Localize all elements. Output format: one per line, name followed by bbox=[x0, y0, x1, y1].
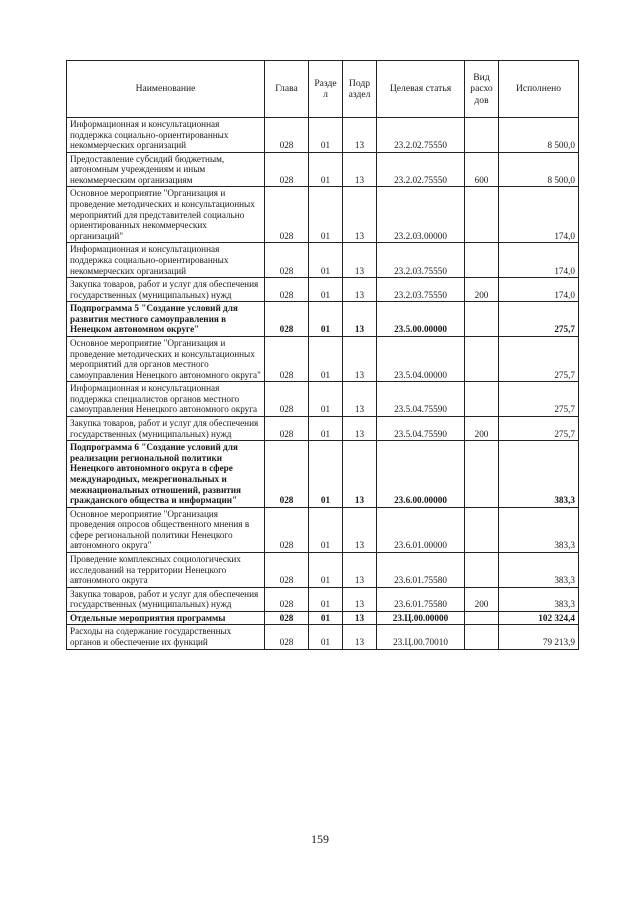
table-row bbox=[67, 507, 579, 552]
cell-section: 01 bbox=[309, 278, 343, 302]
cell-target-article: 23.Ц.00.00000 bbox=[377, 611, 465, 625]
cell-chapter: 028 bbox=[265, 507, 309, 552]
cell-name: Предоставление субсидий бюджетным, автономным учреждениям и иным некоммерческим организациям bbox=[67, 152, 265, 187]
cell-subsection: 13 bbox=[343, 336, 377, 381]
table-header-row bbox=[67, 61, 579, 118]
cell-expense-type: 200 bbox=[465, 417, 499, 441]
cell-expense-type bbox=[465, 302, 499, 337]
cell-name: Подпрограмма 5 "Создание условий для развития местного самоуправления в Ненецком автономном округе" bbox=[67, 302, 265, 337]
cell-target-article: 23.6.01.75580 bbox=[377, 587, 465, 611]
cell-subsection: 13 bbox=[343, 507, 377, 552]
cell-name: Отдельные мероприятия программы bbox=[67, 611, 265, 625]
cell-target-article: 23.2.03.00000 bbox=[377, 187, 465, 243]
cell-section: 01 bbox=[309, 152, 343, 187]
cell-chapter: 028 bbox=[265, 152, 309, 187]
cell-expense-type bbox=[465, 441, 499, 507]
cell-target-article: 23.6.00.00000 bbox=[377, 441, 465, 507]
document-page bbox=[66, 60, 578, 650]
table-row bbox=[67, 243, 579, 278]
cell-section: 01 bbox=[309, 382, 343, 417]
cell-name: Закупка товаров, работ и услуг для обеспечения государственных (муниципальных) нужд bbox=[67, 278, 265, 302]
cell-executed: 383,3 bbox=[499, 507, 579, 552]
cell-name: Информационная и консультационная поддержка специалистов органов местного самоуправления Ненецкого автономного округа bbox=[67, 382, 265, 417]
cell-chapter: 028 bbox=[265, 625, 309, 649]
cell-name: Закупка товаров, работ и услуг для обеспечения государственных (муниципальных) нужд bbox=[67, 417, 265, 441]
cell-executed: 8 500,0 bbox=[499, 152, 579, 187]
cell-expense-type bbox=[465, 243, 499, 278]
cell-subsection: 13 bbox=[343, 118, 377, 153]
cell-section: 01 bbox=[309, 625, 343, 649]
cell-subsection: 13 bbox=[343, 152, 377, 187]
cell-subsection: 13 bbox=[343, 243, 377, 278]
cell-subsection: 13 bbox=[343, 552, 377, 587]
cell-expense-type: 200 bbox=[465, 587, 499, 611]
cell-chapter: 028 bbox=[265, 382, 309, 417]
cell-target-article: 23.6.01.75580 bbox=[377, 552, 465, 587]
cell-subsection: 13 bbox=[343, 417, 377, 441]
table-row bbox=[67, 611, 579, 625]
cell-expense-type bbox=[465, 187, 499, 243]
cell-executed: 383,3 bbox=[499, 552, 579, 587]
table-body bbox=[67, 118, 579, 650]
cell-expense-type bbox=[465, 552, 499, 587]
cell-target-article: 23.5.04.75590 bbox=[377, 382, 465, 417]
cell-executed: 275,7 bbox=[499, 382, 579, 417]
table-row bbox=[67, 302, 579, 337]
cell-section: 01 bbox=[309, 417, 343, 441]
cell-target-article: 23.5.04.75590 bbox=[377, 417, 465, 441]
header-name: Наименование bbox=[67, 61, 265, 118]
cell-section: 01 bbox=[309, 441, 343, 507]
cell-section: 01 bbox=[309, 118, 343, 153]
cell-name: Проведение комплексных социологических исследований на территории Ненецкого автономного округа bbox=[67, 552, 265, 587]
cell-name: Основное мероприятие "Организация и проведение методических и консультационных мероприятий для представителей социально ориентированных некоммерческих организаций" bbox=[67, 187, 265, 243]
cell-subsection: 13 bbox=[343, 278, 377, 302]
cell-chapter: 028 bbox=[265, 552, 309, 587]
table-row bbox=[67, 118, 579, 153]
cell-expense-type bbox=[465, 611, 499, 625]
cell-expense-type bbox=[465, 382, 499, 417]
budget-table bbox=[66, 60, 579, 650]
cell-target-article: 23.Ц.00.70010 bbox=[377, 625, 465, 649]
cell-subsection: 13 bbox=[343, 587, 377, 611]
header-executed: Исполнено bbox=[499, 61, 579, 118]
cell-expense-type: 600 bbox=[465, 152, 499, 187]
cell-executed: 383,3 bbox=[499, 587, 579, 611]
cell-section: 01 bbox=[309, 611, 343, 625]
cell-executed: 174,0 bbox=[499, 187, 579, 243]
cell-expense-type bbox=[465, 507, 499, 552]
table-row bbox=[67, 587, 579, 611]
cell-name: Основное мероприятие "Организация и проведение методических и консультационных мероприятий для органов местного самоуправления Ненецкого автономного округа" bbox=[67, 336, 265, 381]
cell-executed: 275,7 bbox=[499, 336, 579, 381]
cell-expense-type: 200 bbox=[465, 278, 499, 302]
cell-subsection: 13 bbox=[343, 625, 377, 649]
cell-subsection: 13 bbox=[343, 187, 377, 243]
header-target-article: Целевая статья bbox=[377, 61, 465, 118]
cell-chapter: 028 bbox=[265, 611, 309, 625]
header-section: Разде л bbox=[309, 61, 343, 118]
cell-chapter: 028 bbox=[265, 417, 309, 441]
header-expense-type: Вид расхо дов bbox=[465, 61, 499, 118]
cell-executed: 275,7 bbox=[499, 417, 579, 441]
cell-target-article: 23.5.00.00000 bbox=[377, 302, 465, 337]
cell-section: 01 bbox=[309, 587, 343, 611]
cell-name: Основное мероприятие "Организация проведения опросов общественного мнения в сфере региональной политики Ненецкого автономного округа" bbox=[67, 507, 265, 552]
table-row bbox=[67, 336, 579, 381]
cell-executed: 102 324,4 bbox=[499, 611, 579, 625]
cell-name: Закупка товаров, работ и услуг для обеспечения государственных (муниципальных) нужд bbox=[67, 587, 265, 611]
cell-section: 01 bbox=[309, 187, 343, 243]
header-chapter: Глава bbox=[265, 61, 309, 118]
cell-expense-type bbox=[465, 336, 499, 381]
cell-section: 01 bbox=[309, 243, 343, 278]
cell-chapter: 028 bbox=[265, 243, 309, 278]
cell-chapter: 028 bbox=[265, 587, 309, 611]
cell-name: Подпрограмма 6 "Создание условий для реализации региональной политики Ненецкого автономного округа в сфере международных, межрегиональных и межнациональных отношений, развития гражданского общества и информации" bbox=[67, 441, 265, 507]
header-subsection: Подр аздел bbox=[343, 61, 377, 118]
page-number: 159 bbox=[311, 832, 329, 846]
cell-executed: 174,0 bbox=[499, 243, 579, 278]
cell-expense-type bbox=[465, 625, 499, 649]
cell-chapter: 028 bbox=[265, 278, 309, 302]
cell-executed: 383,3 bbox=[499, 441, 579, 507]
cell-name: Информационная и консультационная поддержка социально-ориентированных некоммерческих организаций bbox=[67, 118, 265, 153]
cell-subsection: 13 bbox=[343, 302, 377, 337]
cell-section: 01 bbox=[309, 302, 343, 337]
cell-executed: 174,0 bbox=[499, 278, 579, 302]
table-row bbox=[67, 441, 579, 507]
cell-subsection: 13 bbox=[343, 441, 377, 507]
cell-executed: 79 213,9 bbox=[499, 625, 579, 649]
cell-executed: 275,7 bbox=[499, 302, 579, 337]
cell-chapter: 028 bbox=[265, 187, 309, 243]
table-row bbox=[67, 382, 579, 417]
cell-name: Расходы на содержание государственных органов и обеспечение их функций bbox=[67, 625, 265, 649]
table-row bbox=[67, 552, 579, 587]
table-row bbox=[67, 152, 579, 187]
cell-section: 01 bbox=[309, 336, 343, 381]
cell-subsection: 13 bbox=[343, 382, 377, 417]
cell-chapter: 028 bbox=[265, 118, 309, 153]
table-row bbox=[67, 625, 579, 649]
table-row bbox=[67, 417, 579, 441]
cell-subsection: 13 bbox=[343, 611, 377, 625]
cell-target-article: 23.2.02.75550 bbox=[377, 152, 465, 187]
cell-chapter: 028 bbox=[265, 441, 309, 507]
cell-name: Информационная и консультационная поддержка социально-ориентированных некоммерческих организаций bbox=[67, 243, 265, 278]
cell-section: 01 bbox=[309, 552, 343, 587]
cell-chapter: 028 bbox=[265, 302, 309, 337]
cell-executed: 8 500,0 bbox=[499, 118, 579, 153]
cell-expense-type bbox=[465, 118, 499, 153]
cell-target-article: 23.2.03.75550 bbox=[377, 278, 465, 302]
cell-section: 01 bbox=[309, 507, 343, 552]
cell-target-article: 23.6.01.00000 bbox=[377, 507, 465, 552]
cell-target-article: 23.2.02.75550 bbox=[377, 118, 465, 153]
table-row bbox=[67, 187, 579, 243]
cell-chapter: 028 bbox=[265, 336, 309, 381]
table-row bbox=[67, 278, 579, 302]
cell-target-article: 23.2.03.75550 bbox=[377, 243, 465, 278]
cell-target-article: 23.5.04.00000 bbox=[377, 336, 465, 381]
